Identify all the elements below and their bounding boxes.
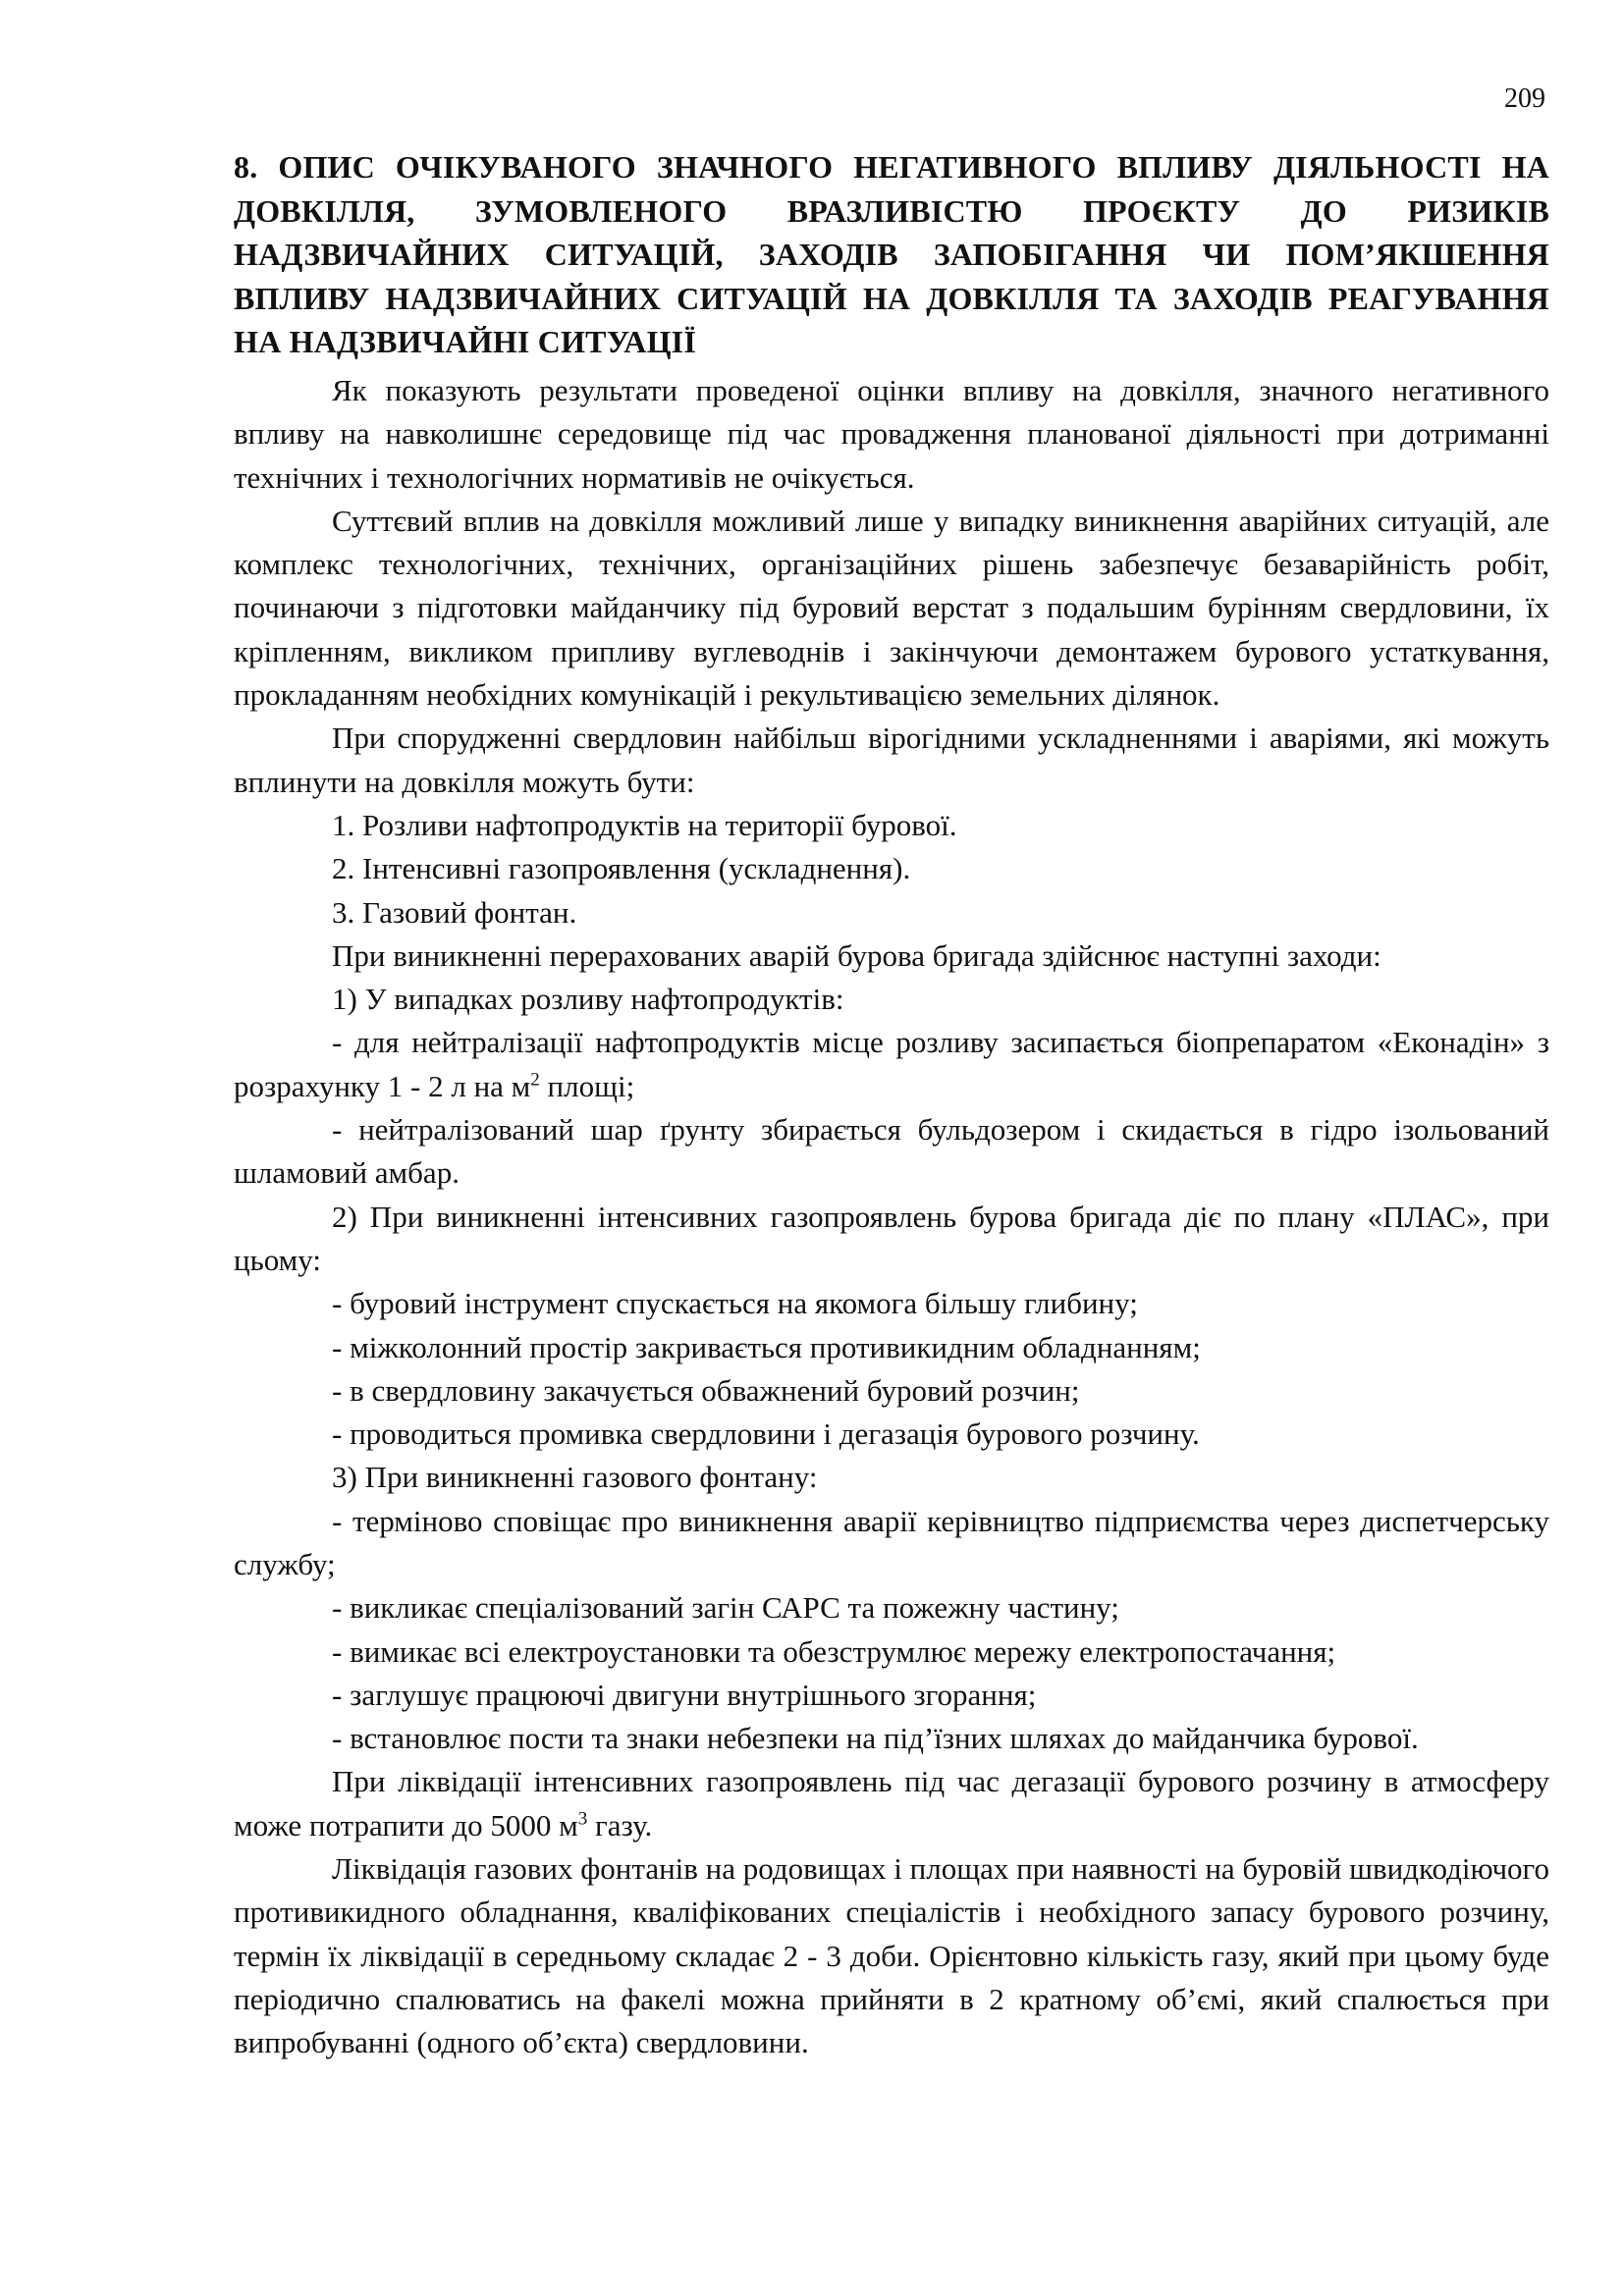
list-item-oil-spills: 1. Розливи нафтопродуктів на території бурової. <box>332 807 957 842</box>
paragraph-fountain-liquidation: Ліквідація газових фонтанів на родовищах і площах при наявності на буровій швидкодіючого противикидного обладнання, кваліфікованих спеціалістів і необхідного запасу бурового розчину, термін їх ліквідації в середньому складає 2 - 3 доби. Орієнтовно кількість газу, який при цьому буде періодично спалюватись на факелі можна прийняти в 2 кратному об’ємі, який спалюється при випробуванні (одного об’єкта) свердловини. <box>234 1851 1549 2060</box>
measure-lower-tool: - буровий інструмент спускається на якомога більшу глибину; <box>332 1286 1138 1321</box>
subheading-oil-spill-measures: 1) У випадках розливу нафтопродуктів: <box>332 982 844 1017</box>
measure-power-off: - вимикає всі електроустановки та обезструмлює мережу електропостачання; <box>332 1633 1336 1669</box>
section-heading: 8. ОПИС ОЧІКУВАНОГО ЗНАЧНОГО НЕГАТИВНОГО ВПЛИВУ ДІЯЛЬНОСТІ НА ДОВКІЛЛЯ, ЗУМОВЛЕНОГО ВРАЗЛИВІСТЮ ПРОЄКТУ ДО РИЗИКІВ НАДЗВИЧАЙНИХ СИТУАЦІЙ, ЗАХОДІВ ЗАПОБІГАННЯ ЧИ ПОМ’ЯКШЕННЯ ВПЛИВУ НАДЗВИЧАЙНИХ СИТУАЦІЙ НА ДОВКІЛЛЯ ТА ЗАХОДІВ РЕАГУВАННЯ НА НАДЗВИЧАЙНІ СИТУАЦІЇ <box>234 149 1549 360</box>
measure-notify-management: - терміново сповіщає про виникнення аварії керівництво підприємства через диспетчерську службу; <box>234 1503 1549 1581</box>
gas-release-text: При ліквідації інтенсивних газопроявлень під час дегазації бурового розчину в атмосферу може потрапити до 5000 м <box>234 1764 1549 1842</box>
paragraph-probable-accidents-intro: При спорудженні свердловин найбільш вірогідними ускладненнями і аваріями, які можуть вплинути на довкілля можуть бути: <box>234 721 1549 799</box>
measure-neutralization-text: - для нейтралізації нафтопродуктів місце розливу засипається біопрепаратом «Еконадін» з розрахунку 1 - 2 л на м <box>234 1025 1549 1103</box>
gas-release-tail: газу. <box>587 1807 653 1842</box>
list-item-gas-fountain: 3. Газовий фонтан. <box>332 894 577 930</box>
paragraph-emergency-impact: Суттєвий вплив на довкілля можливий лише у випадку виникнення аварійних ситуацій, але комплекс технологічних, технічних, організаційних рішень забезпечує безаварійність робіт, починаючи з підготовки майданчику під буровий верстат з подальшим бурінням свердловини, їх кріпленням, викликом припливу вуглеводнів і закінчуючи демонтажем бурового устаткування, прокладанням необхідних комунікацій і рекультивацією земельних ділянок. <box>234 503 1549 713</box>
measure-call-rescue: - викликає спеціалізований загін САРС та пожежну частину; <box>332 1590 1119 1626</box>
paragraph-gas-release-volume <box>234 1760 1549 1847</box>
measure-neutralization-tail: площі; <box>539 1068 635 1103</box>
document-body <box>234 145 1549 2065</box>
measure-warning-signs: - встановлює пости та знаки небезпеки на під’їзних шляхах до майданчика бурової. <box>332 1721 1419 1756</box>
subheading-gas-show-measures: 2) При виникненні інтенсивних газопроявлень бурова бригада діє по плану «ПЛАС», при цьому: <box>234 1199 1549 1277</box>
paragraph-crew-measures-intro: При виникненні перерахованих аварій бурова бригада здійснює наступні заходи: <box>332 937 1381 973</box>
measure-neutralization <box>234 1021 1549 1108</box>
square-meter-superscript: 2 <box>530 1069 540 1091</box>
list-item-gas-shows: 2. Інтенсивні газопроявлення (ускладнення). <box>332 851 911 886</box>
page-number: 209 <box>1504 83 1545 114</box>
measure-stop-engines: - заглушує працюючі двигуни внутрішнього згорання; <box>332 1677 1037 1712</box>
subheading-gas-fountain-measures: 3) При виникненні газового фонтану: <box>332 1460 818 1495</box>
measure-flush-degas: - проводиться промивка свердловини і дегазація бурового розчину. <box>332 1416 1200 1452</box>
cubic-meter-superscript: 3 <box>577 1808 588 1830</box>
measure-heavy-mud: - в свердловину закачується обважнений буровий розчин; <box>332 1372 1080 1408</box>
paragraph-impact-assessment: Як показують результати проведеної оцінки впливу на довкілля, значного негативного впливу на навколишнє середовище під час провадження планованої діяльності при дотриманні технічних і технологічних нормативів не очікується. <box>234 372 1549 495</box>
measure-soil-removal: - нейтралізований шар ґрунту збирається бульдозером і скидається в гідро ізольований шламовий амбар. <box>234 1112 1549 1191</box>
measure-close-annulus: - міжколонний простір закривається противикидним обладнанням; <box>332 1329 1201 1364</box>
